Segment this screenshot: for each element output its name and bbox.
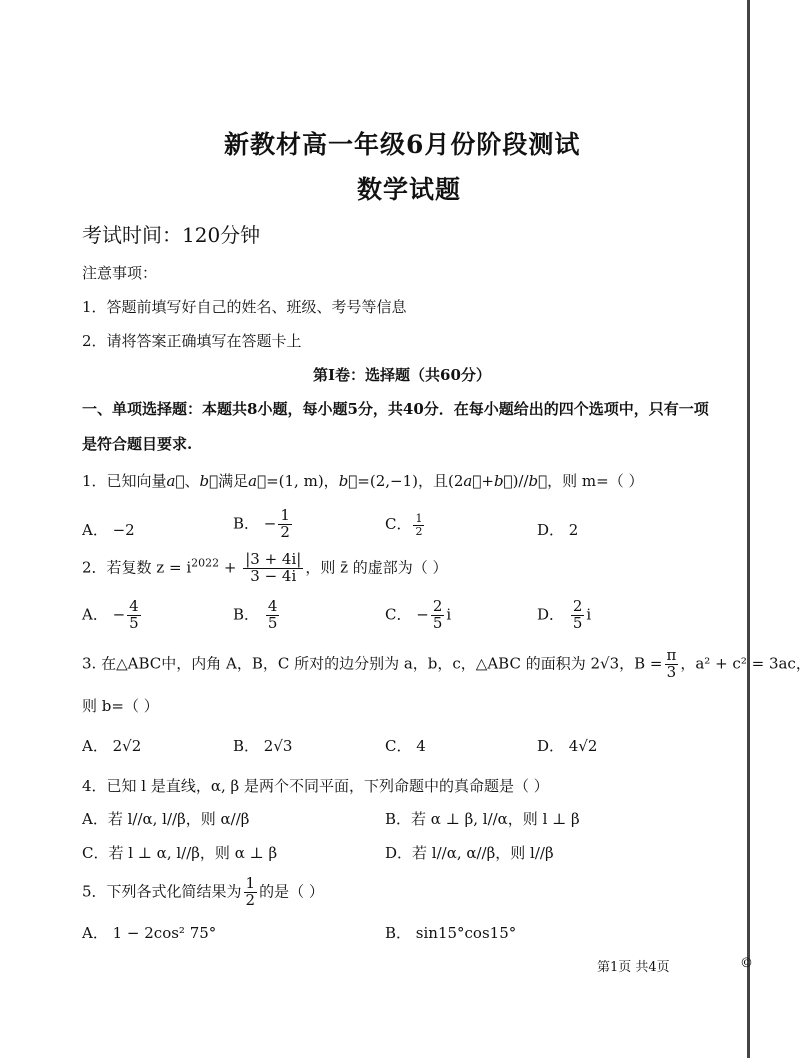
- q3-option-d: D． 4√2: [537, 737, 598, 755]
- page-number: 第1页 共4页: [597, 960, 670, 975]
- q4-option-b: B．若 α ⊥ β, l//α，则 l ⊥ β: [385, 810, 580, 828]
- q2-option-d: D． $\frac{2}{5}$ i: [537, 597, 592, 632]
- q1-option-d: D． 2: [537, 521, 579, 539]
- q5-option-a: A． 1 − 2cos² 75°: [82, 924, 217, 942]
- q3-option-a: A． 2√2: [82, 737, 142, 755]
- section-instruction-line1: 一、单项选择题：本题共8小题，每小题5分，共40分．在每小题给出的四个选项中，只有一项: [82, 400, 709, 418]
- edge-mark: ©: [740, 956, 753, 971]
- q4-option-d: D．若 l//α, α//β，则 l//β: [385, 844, 554, 862]
- notice-item-1: 1．答题前填写好自己的姓名、班级、考号等信息: [82, 298, 407, 316]
- paper-title: 新教材高一年级6月份阶段测试: [224, 130, 581, 159]
- question-3-stem: 3. 在△ABC中，内角 A，B，C 所对的边分别为 a，b，c，△ABC 的面积为 2√3，B = $\frac{\pi}{3}$ ，a² + c² = 3ac，: [82, 646, 811, 681]
- question-2-stem: 2．若复数 $z = i^{2022}$ + $\frac{|3 + 4i|}{3 - 4i}$ ，则 z̄ 的虚部为（ ）: [82, 550, 448, 585]
- question-5-stem: 5．下列各式化简结果为 $\frac{1}{2}$ 的是（ ）: [82, 874, 324, 909]
- q2-option-b: B． $\frac{4}{5}$: [233, 597, 278, 632]
- question-1-stem: 1．已知向量a⃗、b⃗满足a⃗=(1, m)，b⃗=(2,−1)，且(2a⃗+b⃗)//b⃗，则 m=（ ）: [82, 472, 644, 490]
- part1-heading: 第Ⅰ卷：选择题（共60分）: [313, 366, 491, 384]
- q3-option-c: C． 4: [385, 737, 426, 755]
- q1-option-b: B． − $\frac{1}{2}$: [233, 506, 290, 541]
- q2-option-a: A． − $\frac{4}{5}$: [82, 597, 139, 632]
- paper-subtitle: 数学试题: [357, 175, 462, 204]
- exam-time: 考试时间：120分钟: [82, 223, 261, 247]
- q2-option-c: C． − $\frac{2}{5}$ i: [385, 597, 452, 632]
- q1-option-c: C． $\frac{1}{2}$: [385, 512, 423, 538]
- question-3-line2: 则 b=（ ）: [82, 697, 159, 715]
- q4-option-a: A．若 l//α, l//β，则 α//β: [82, 810, 250, 828]
- question-4-stem: 4．已知 l 是直线，α, β 是两个不同平面，下列命题中的真命题是（ ）: [82, 777, 549, 795]
- section-instruction-line2: 是符合题目要求.: [82, 435, 193, 453]
- notice-heading: 注意事项：: [82, 264, 158, 282]
- page-edge-line: [747, 0, 750, 1058]
- q3-option-b: B． 2√3: [233, 737, 293, 755]
- q1-option-a: A． −2: [82, 521, 135, 539]
- notice-item-2: 2．请将答案正确填写在答题卡上: [82, 332, 302, 350]
- q5-option-b: B． sin15°cos15°: [385, 924, 517, 942]
- q4-option-c: C．若 l ⊥ α, l//β，则 α ⊥ β: [82, 844, 278, 862]
